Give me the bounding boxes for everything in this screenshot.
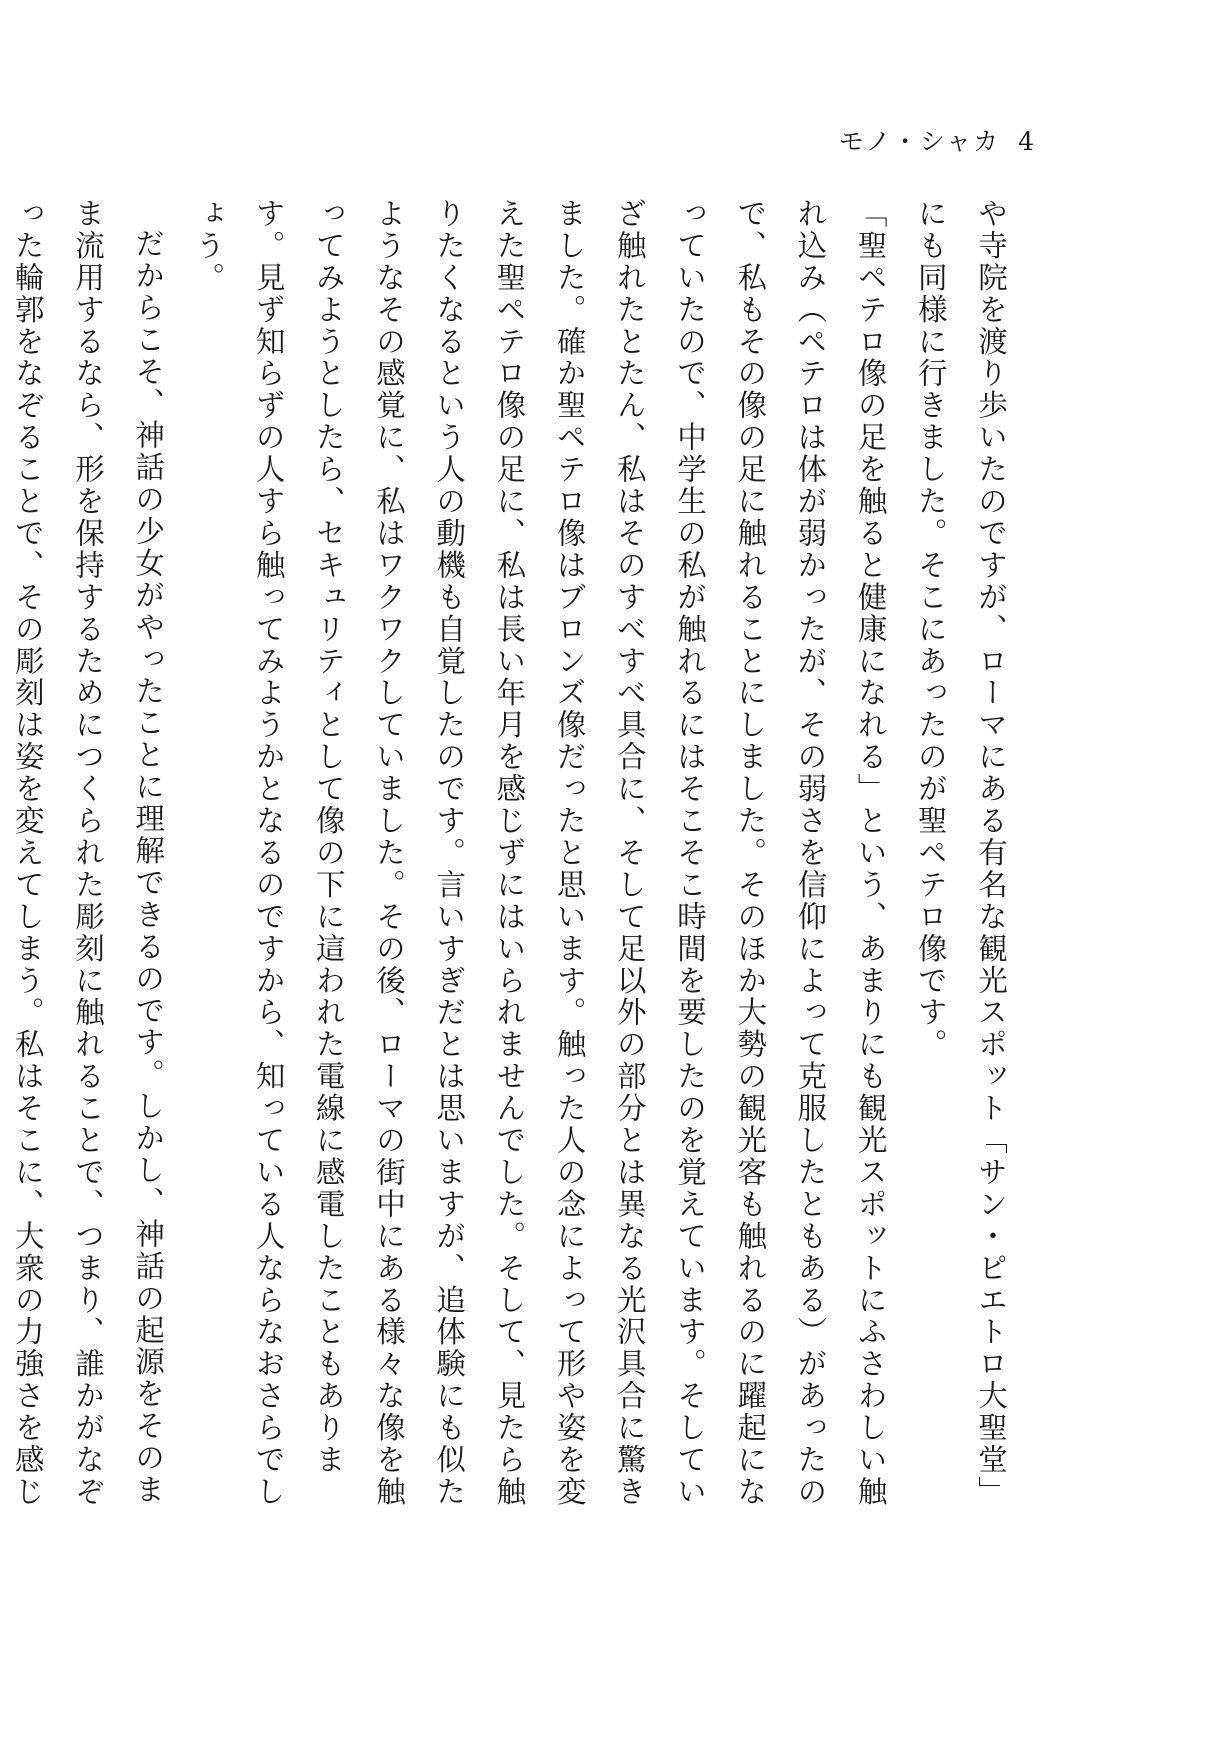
- running-header: [839, 122, 1036, 158]
- paragraph-continuation: や寺院を渡り歩いたのですが、ローマにある有名な観光スポット「サン・ピエトロ大聖堂」にも同様に行きました。そこにあったのが聖ペテロ像です。: [913, 198, 1008, 1508]
- paragraph-saint-peter: 「聖ペテロ像の足を触ると健康になれる」という、あまりにも観光スポットにふさわしい触れ込み（ペテロは体が弱かったが、その弱さを信仰によって克服したともある）があったので、私もその像の足に触れることにしました。そのほか大勢の観光客も触れるのに躍起になっていたので、中学生の私が触れるにはそこそこ時間を要したのを覚えています。そしていざ触れたとたん、私はそのすべすべ具合に、そして足以外の部分とは異なる光沢具合に驚きました。確か聖ペテロ像はブロンズ像だったと思います。触った人の念によって形や姿を変えた聖ペテロ像の足に、私は長い年月を感じずにはいられませんでした。そして、見たら触りたくなるという人の動機も自覚したのです。言いすぎだとは思いますが、追体験にも似たようなその感覚に、私はワクワクしていました。その後、ローマの街中にある様々な像を触ってみようとしたら、セキュリティとして像の下に這われた電線に感電したこともあります。見ず知らずの人すら触ってみようかとなるのですから、知っている人ならなおさらでしょう。: [191, 198, 888, 1508]
- vertical-body-text: [10, 198, 1021, 1528]
- paragraph-myth-origin: だからこそ、神話の少女がやったことに理解できるのです。しかし、神話の起源をそのまま流用するなら、形を保持するためにつくられた彫刻に触れることで、つまり、誰かがなぞった輪郭をなぞることで、その彫刻は姿を変えてしまう。私はそこに、大衆の力強さを感じ: [10, 198, 166, 1508]
- book-title: モノ・シャカ: [838, 127, 1001, 156]
- page-number: 4: [1018, 127, 1036, 156]
